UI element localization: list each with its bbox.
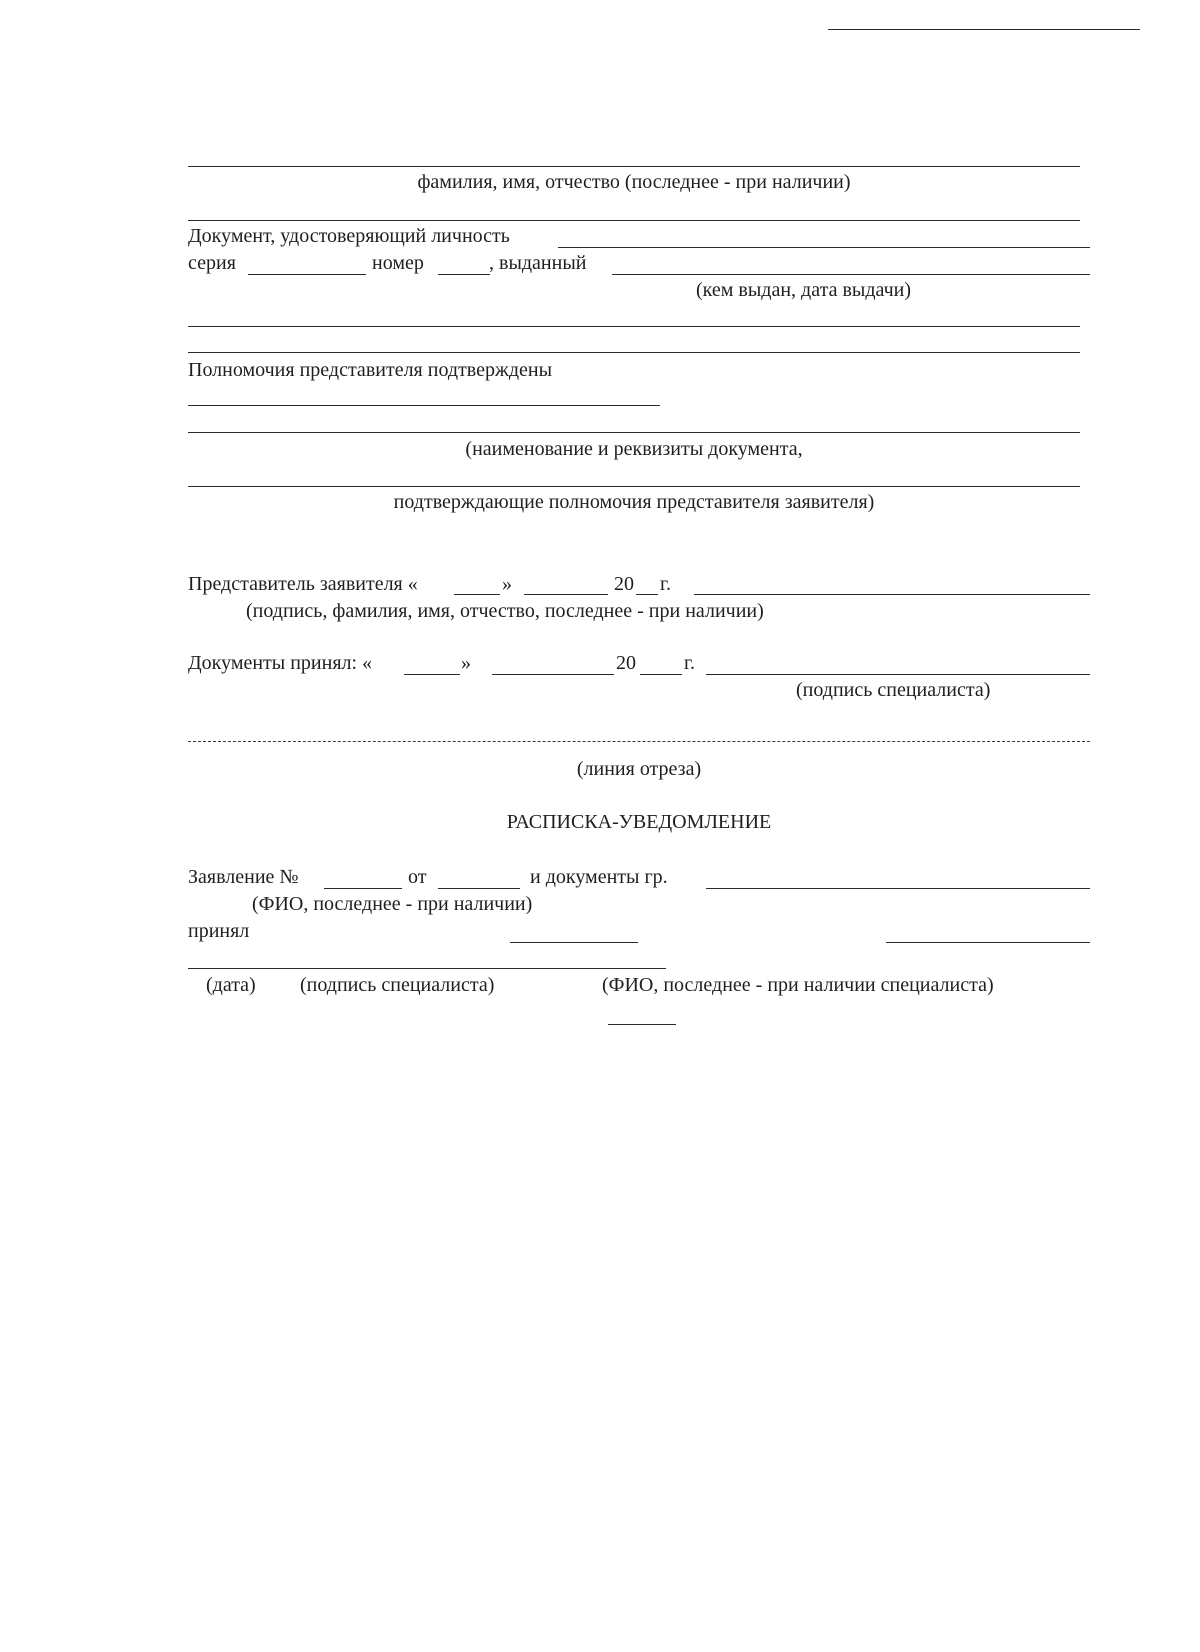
accepted-year-suffix: г. [684, 652, 695, 674]
application-number-field[interactable] [324, 888, 402, 889]
received-by-label: принял [188, 920, 250, 942]
sign-caption: (подпись специалиста) [300, 974, 495, 996]
rep-caption: (подпись, фамилия, имя, отчество, последнее - при наличии) [246, 600, 764, 622]
received-date-field[interactable] [188, 968, 666, 969]
number-label: номер [372, 252, 424, 274]
rep-day-field[interactable] [454, 594, 500, 595]
id-document-label: Документ, удостоверяющий личность [188, 225, 510, 247]
issued-extra-line-1 [188, 326, 1080, 327]
fio-line [188, 166, 1080, 167]
application-date-field[interactable] [438, 888, 520, 889]
accepted-day-field[interactable] [404, 674, 460, 675]
accepted-month-field[interactable] [492, 674, 614, 675]
receipt-fio-caption: (ФИО, последнее - при наличии) [252, 893, 533, 915]
authority-field[interactable] [188, 405, 660, 406]
series-field[interactable] [248, 274, 366, 275]
rep-month-field[interactable] [524, 594, 608, 595]
specialist-fio-caption: (ФИО, последнее - при наличии специалиста) [602, 974, 994, 996]
rep-quote-close: » [502, 573, 512, 595]
fio-line-2 [188, 220, 1080, 221]
application-number-label: Заявление № [188, 866, 299, 888]
authority-doc-line-2 [188, 486, 1080, 487]
received-fio-field[interactable] [886, 942, 1090, 943]
fio-caption: фамилия, имя, отчество (последнее - при наличии) [417, 171, 851, 193]
receipt-title: РАСПИСКА-УВЕДОМЛЕНИЕ [506, 811, 772, 833]
specialist-caption: (подпись специалиста) [796, 679, 991, 701]
number-field[interactable] [438, 274, 490, 275]
citizen-name-field[interactable] [706, 888, 1090, 889]
top-right-line [828, 29, 1140, 30]
date-caption: (дата) [206, 974, 256, 996]
accepted-year-prefix: 20 [616, 652, 636, 674]
bottom-short-line [608, 1024, 676, 1025]
doc-caption-1: (наименование и реквизиты документа, [465, 438, 803, 460]
accepted-label: Документы принял: « [188, 652, 373, 674]
received-sign-field[interactable] [510, 942, 638, 943]
doc-caption-2: подтверждающие полномочия представителя заявителя) [393, 491, 875, 513]
application-from-label: от [408, 866, 427, 888]
accepted-year-field[interactable] [640, 674, 682, 675]
accepted-quote-close: » [461, 652, 471, 674]
documents-of-label: и документы гр. [530, 866, 668, 888]
issued-field[interactable] [612, 274, 1090, 275]
issued-extra-line-2 [188, 352, 1080, 353]
issued-label: , выданный [489, 252, 587, 274]
authority-doc-line [188, 432, 1080, 433]
rep-year-suffix: г. [660, 573, 671, 595]
cut-caption: (линия отреза) [576, 758, 702, 780]
rep-year-field[interactable] [636, 594, 658, 595]
representative-label: Представитель заявителя « [188, 573, 418, 595]
series-label: серия [188, 252, 236, 274]
id-document-field[interactable] [558, 247, 1090, 248]
cut-line [188, 741, 1090, 742]
rep-signature-field[interactable] [694, 594, 1090, 595]
accepted-signature-field[interactable] [706, 674, 1090, 675]
authority-label: Полномочия представителя подтверждены [188, 359, 553, 381]
rep-year-prefix: 20 [614, 573, 634, 595]
issued-caption: (кем выдан, дата выдачи) [696, 279, 911, 301]
